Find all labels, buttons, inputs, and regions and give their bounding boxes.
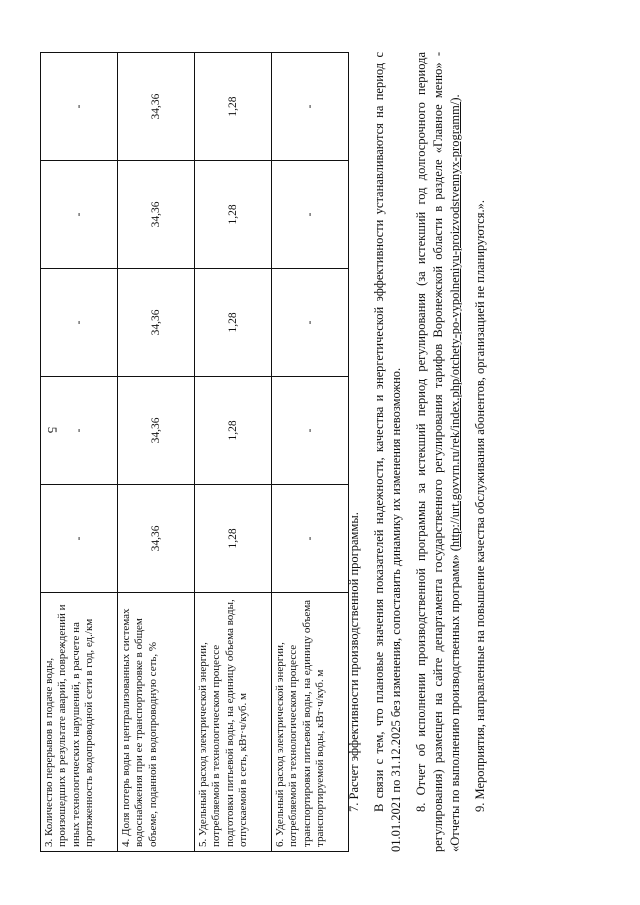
section-7-heading: 7. Расчет эффективности производственной программы.	[347, 512, 361, 812]
indicator-label: 3. Количество перерывов в подаче воды, произошедших в результате аварий, повреждений и иных технологических нарушений, в расчете на протяженность водопроводной сети в год, ед./км	[41, 592, 118, 851]
table-row	[272, 53, 349, 852]
table-cell: 34,36	[118, 161, 195, 269]
table-row	[195, 53, 272, 852]
section-9-paragraph: 9. Мероприятия, направленные на повышение качества обслуживания абонентов, организацией не планируются.».	[473, 200, 487, 812]
section-8-text-end: ).	[448, 94, 462, 102]
section-8-paragraph	[413, 52, 464, 852]
page-number: 5	[45, 426, 60, 434]
table-cell: 34,36	[118, 484, 195, 592]
table-row	[41, 53, 118, 852]
table-cell: 34,36	[118, 53, 195, 161]
table-cell: 1,28	[195, 161, 272, 269]
rotated-page-content	[40, 52, 600, 852]
table-cell: -	[41, 53, 118, 161]
table-cell: -	[272, 268, 349, 376]
indicator-label: 5. Удельный расход электрической энергии, потребляемой в технологическом процессе подготовки питьевой воды, на единицу объема воды, отпускаемой в сеть, кВт·ч/куб. м	[195, 592, 272, 851]
table-cell: -	[41, 376, 118, 484]
table-cell: -	[41, 484, 118, 592]
table-cell: 34,36	[118, 268, 195, 376]
table-cell: -	[41, 268, 118, 376]
table-cell: -	[41, 161, 118, 269]
section-7-paragraph: В связи с тем, что плановые значения показателей надежности, качества и энергетической эффективности устанавливаются на период с 01.01.2021 по 31.12.2025 без изменения, сопоставить динамику их изменения невозможно.	[372, 52, 403, 852]
table-cell: -	[272, 376, 349, 484]
table-cell: 1,28	[195, 484, 272, 592]
table-cell: 1,28	[195, 53, 272, 161]
document-body	[340, 52, 497, 852]
table-row	[118, 53, 195, 852]
table-cell: -	[272, 53, 349, 161]
indicators-table	[40, 52, 349, 852]
indicator-label: 6. Удельный расход электрической энергии, потребляемой в технологическом процессе транспортировки питьевой воды, на единицу объема транспортируемой воды, кВт·ч/куб. м	[272, 592, 349, 851]
section-8-text: 8. Отчет об исполнении производственной программы за истекший период регулирования (за истекший год долгосрочного периода регулирования) размещен на сайте департамента государственного регулирования тарифов Воронежской области в разделе «Главное меню» - «Отчеты по выполнению производственных программ» (	[414, 52, 462, 852]
table-cell: 34,36	[118, 376, 195, 484]
report-link[interactable]: http://urt.govvrn.ru/rek/index.php/otchety-po-vypolneniyu-proizvodstvennyx-programm/	[448, 101, 462, 548]
table-cell: -	[272, 484, 349, 592]
table-cell: 1,28	[195, 268, 272, 376]
table-cell: -	[272, 161, 349, 269]
table-cell: 1,28	[195, 376, 272, 484]
indicator-label: 4. Доля потерь воды в централизованных системах водоснабжения при ее транспортировке в общем объеме, поданной в водопроводную сеть, %	[118, 592, 195, 851]
